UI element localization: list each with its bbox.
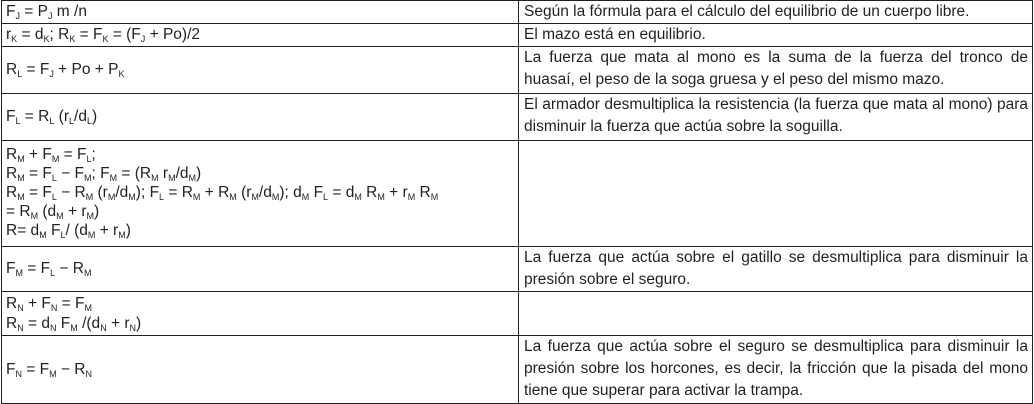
equation-text: R [6, 165, 18, 182]
equation-text: F [6, 108, 16, 125]
equation-line [6, 258, 516, 280]
equation-text: − F [56, 165, 84, 182]
table-row [2, 1, 1033, 24]
equation-subscript: M [271, 192, 280, 202]
equation-cell [2, 1, 519, 24]
equation-text: = R [20, 108, 50, 125]
equation-subscript: M [118, 230, 126, 240]
equation-subscript: N [15, 368, 22, 379]
equation-subscript: M [301, 192, 310, 202]
equation-subscript: M [56, 211, 64, 221]
equation-subscript: J [15, 11, 20, 21]
equation-subscript: J [47, 11, 53, 21]
table-row [2, 47, 1033, 94]
equation-subscript: L [49, 116, 55, 126]
equation-subscript: M [86, 211, 94, 221]
equation-subscript: L [69, 116, 75, 126]
equation-line [6, 221, 516, 240]
equation-subscript: M [17, 173, 25, 183]
equation-subscript: M [70, 323, 78, 333]
equation-text: R= d [6, 222, 40, 239]
equation-text: = F [24, 184, 52, 201]
equation-line [6, 359, 516, 381]
equation-subscript: J [140, 34, 146, 44]
equation-subscript: L [60, 230, 66, 240]
equation-subscript: N [50, 303, 58, 313]
equation-text: = F [75, 26, 103, 43]
equation-subscript: M [30, 211, 39, 221]
equation-text: = R [6, 203, 31, 220]
equation-text: (r [93, 184, 108, 201]
equation-line [6, 145, 516, 164]
equation-cell [2, 141, 519, 247]
equation-text: R [361, 184, 378, 201]
table-row [2, 141, 1033, 247]
equation-line [6, 202, 516, 221]
equation-text: = d [328, 184, 355, 201]
equation-text: = P [19, 3, 48, 20]
equation-subscript: L [86, 154, 92, 164]
equation-text: r [6, 26, 12, 43]
equation-text: − R [56, 360, 86, 378]
equation-text: + r [95, 222, 119, 239]
equation-text: r [158, 165, 169, 182]
equation-subscript: L [15, 116, 21, 126]
equation-text: = F [57, 295, 85, 312]
equation-text: = d [17, 26, 44, 43]
description-cell: El armador desmultiplica la resistencia (la fuerza que mata al mono) para disminuir la fuerza que actúa sobre la soguilla. [519, 94, 1033, 141]
equation-subscript: K [69, 34, 76, 44]
equation-text: R [6, 315, 18, 332]
equation-text: ; [91, 146, 96, 163]
equation-subscript: M [151, 173, 159, 183]
equation-subscript: M [229, 192, 237, 202]
equation-subscript: M [39, 230, 47, 240]
equation-subscript: M [17, 154, 25, 164]
equation-text: = (R [117, 165, 152, 182]
equation-text: = d [23, 315, 50, 332]
equation-text: = F [22, 61, 50, 78]
equation-text: = F [24, 165, 52, 182]
equation-text: − R [56, 184, 86, 201]
equation-text: + F [24, 146, 52, 163]
equation-text: F [46, 222, 61, 239]
equation-text: F [6, 360, 16, 378]
equation-text: F [6, 260, 16, 277]
equation-text: (r [236, 184, 252, 201]
equation-text: /d [115, 184, 129, 201]
table-row [2, 94, 1033, 141]
equation-text: ) [125, 222, 131, 239]
equation-subscript: L [159, 192, 165, 202]
equation-cell [2, 47, 519, 94]
equation-line [6, 1, 516, 23]
equation-text: = R [164, 184, 193, 201]
table-row [2, 24, 1033, 47]
equation-text: ) [196, 165, 202, 182]
description-cell: La fuerza que actúa sobre el seguro se desmultiplica para disminuir la presión sobre los horcones, es decir, la fricción que la pisada del mono tiene que superar para activar la trampa. [519, 336, 1033, 404]
equation-cell [2, 94, 519, 141]
equation-subscript: M [377, 192, 385, 202]
equation-subscript: M [109, 173, 118, 183]
equation-subscript: M [192, 192, 201, 202]
equation-text: R [6, 295, 18, 312]
equation-subscript: M [83, 268, 92, 278]
equation-cell [2, 247, 519, 292]
equation-subscript: J [49, 69, 54, 79]
equation-subscript: L [50, 268, 56, 278]
description-cell [519, 292, 1033, 336]
equation-text: ); d [279, 184, 302, 201]
equation-subscript: K [118, 69, 125, 79]
equation-subscript: M [107, 192, 116, 202]
equation-text: = F [59, 146, 87, 163]
equation-text: R [415, 184, 431, 201]
equation-subscript: M [85, 192, 94, 202]
equation-text: + F [23, 295, 51, 312]
equation-subscript: L [86, 116, 92, 126]
equation-subscript: M [251, 192, 259, 202]
equation-text: /(d [77, 315, 101, 332]
equation-subscript: N [129, 323, 137, 333]
equation-subscript: M [407, 192, 416, 202]
equation-subscript: M [49, 368, 57, 379]
equation-subscript: M [17, 192, 25, 202]
equation-subscript: N [100, 323, 107, 333]
equation-subscript: M [128, 192, 136, 202]
equation-subscript: N [85, 368, 92, 379]
equation-cell [2, 336, 519, 404]
description-cell [519, 141, 1033, 247]
equation-text: ; R [49, 26, 70, 43]
equation-text: R [6, 61, 18, 78]
equation-text: − R [55, 260, 84, 277]
equation-text: + r [384, 184, 408, 201]
equation-text: R [6, 184, 18, 201]
equation-text: /d [74, 108, 87, 125]
description-cell: El mazo está en equilibrio. [519, 24, 1033, 47]
equation-subscript: M [84, 173, 92, 183]
equation-text: + R [200, 184, 230, 201]
table-row [2, 292, 1033, 336]
equation-text: ) [136, 315, 142, 332]
equation-text: (r [54, 108, 69, 125]
equation-subscript: L [323, 192, 329, 202]
equation-cell [2, 24, 519, 47]
equation-line [6, 183, 516, 202]
equation-text: + Po + P [53, 61, 119, 78]
equation-text: + r [106, 315, 130, 332]
equation-subscript: L [17, 69, 23, 79]
equation-line [6, 294, 516, 314]
equation-line [6, 314, 516, 334]
equation-line [6, 106, 516, 128]
equation-subscript: L [51, 192, 57, 202]
equation-text: ; F [91, 165, 110, 182]
equation-text: = F [22, 260, 51, 277]
equation-subscript: M [51, 154, 60, 164]
equation-line [6, 24, 516, 46]
equation-cell [2, 292, 519, 336]
equation-subscript: N [17, 323, 24, 333]
equation-text: R [6, 146, 18, 163]
description-cell: La fuerza que actúa sobre el gatillo se desmultiplica para disminuir la presión sobre el seguro. [519, 247, 1033, 292]
equation-line [6, 59, 516, 81]
equation-subscript: K [11, 34, 18, 44]
equation-text: /d [258, 184, 272, 201]
equation-subscript: M [84, 303, 92, 313]
equation-text: = (F [108, 26, 141, 43]
equation-subscript: M [168, 173, 176, 183]
description-cell: La fuerza que mata al mono es la suma de la fuerza del tronco de huasaí, el peso de la soga gruesa y el peso del mismo mazo. [519, 47, 1033, 94]
equation-text: ) [91, 108, 98, 125]
equation-line [6, 164, 516, 183]
equation-subscript: K [102, 34, 109, 44]
equation-subscript: M [430, 192, 439, 202]
table-row [2, 336, 1033, 404]
equation-text: F [6, 3, 16, 20]
table-row [2, 247, 1033, 292]
equation-text: F [309, 184, 324, 201]
equation-subscript: N [50, 323, 57, 333]
equation-subscript: K [43, 34, 50, 44]
description-cell: Según la fórmula para el cálculo del equilibrio de un cuerpo libre. [519, 1, 1033, 24]
equation-text: m /n [52, 3, 87, 20]
equation-subscript: N [17, 303, 24, 313]
equation-subscript: M [15, 268, 23, 278]
equation-subscript: M [354, 192, 362, 202]
equation-text: ) [93, 203, 100, 220]
equation-text: + Po)/2 [145, 26, 200, 43]
equation-text: F [56, 315, 71, 332]
equations-table [1, 0, 1033, 404]
equation-subscript: M [188, 173, 197, 183]
equation-subscript: L [51, 173, 57, 183]
equation-text: + r [63, 203, 87, 220]
equation-subscript: M [87, 230, 96, 240]
equation-text: (d [38, 203, 57, 220]
equation-text: ); F [135, 184, 160, 201]
equation-text: /d [175, 165, 189, 182]
equation-text: / (d [65, 222, 88, 239]
equation-text: = F [21, 360, 50, 378]
